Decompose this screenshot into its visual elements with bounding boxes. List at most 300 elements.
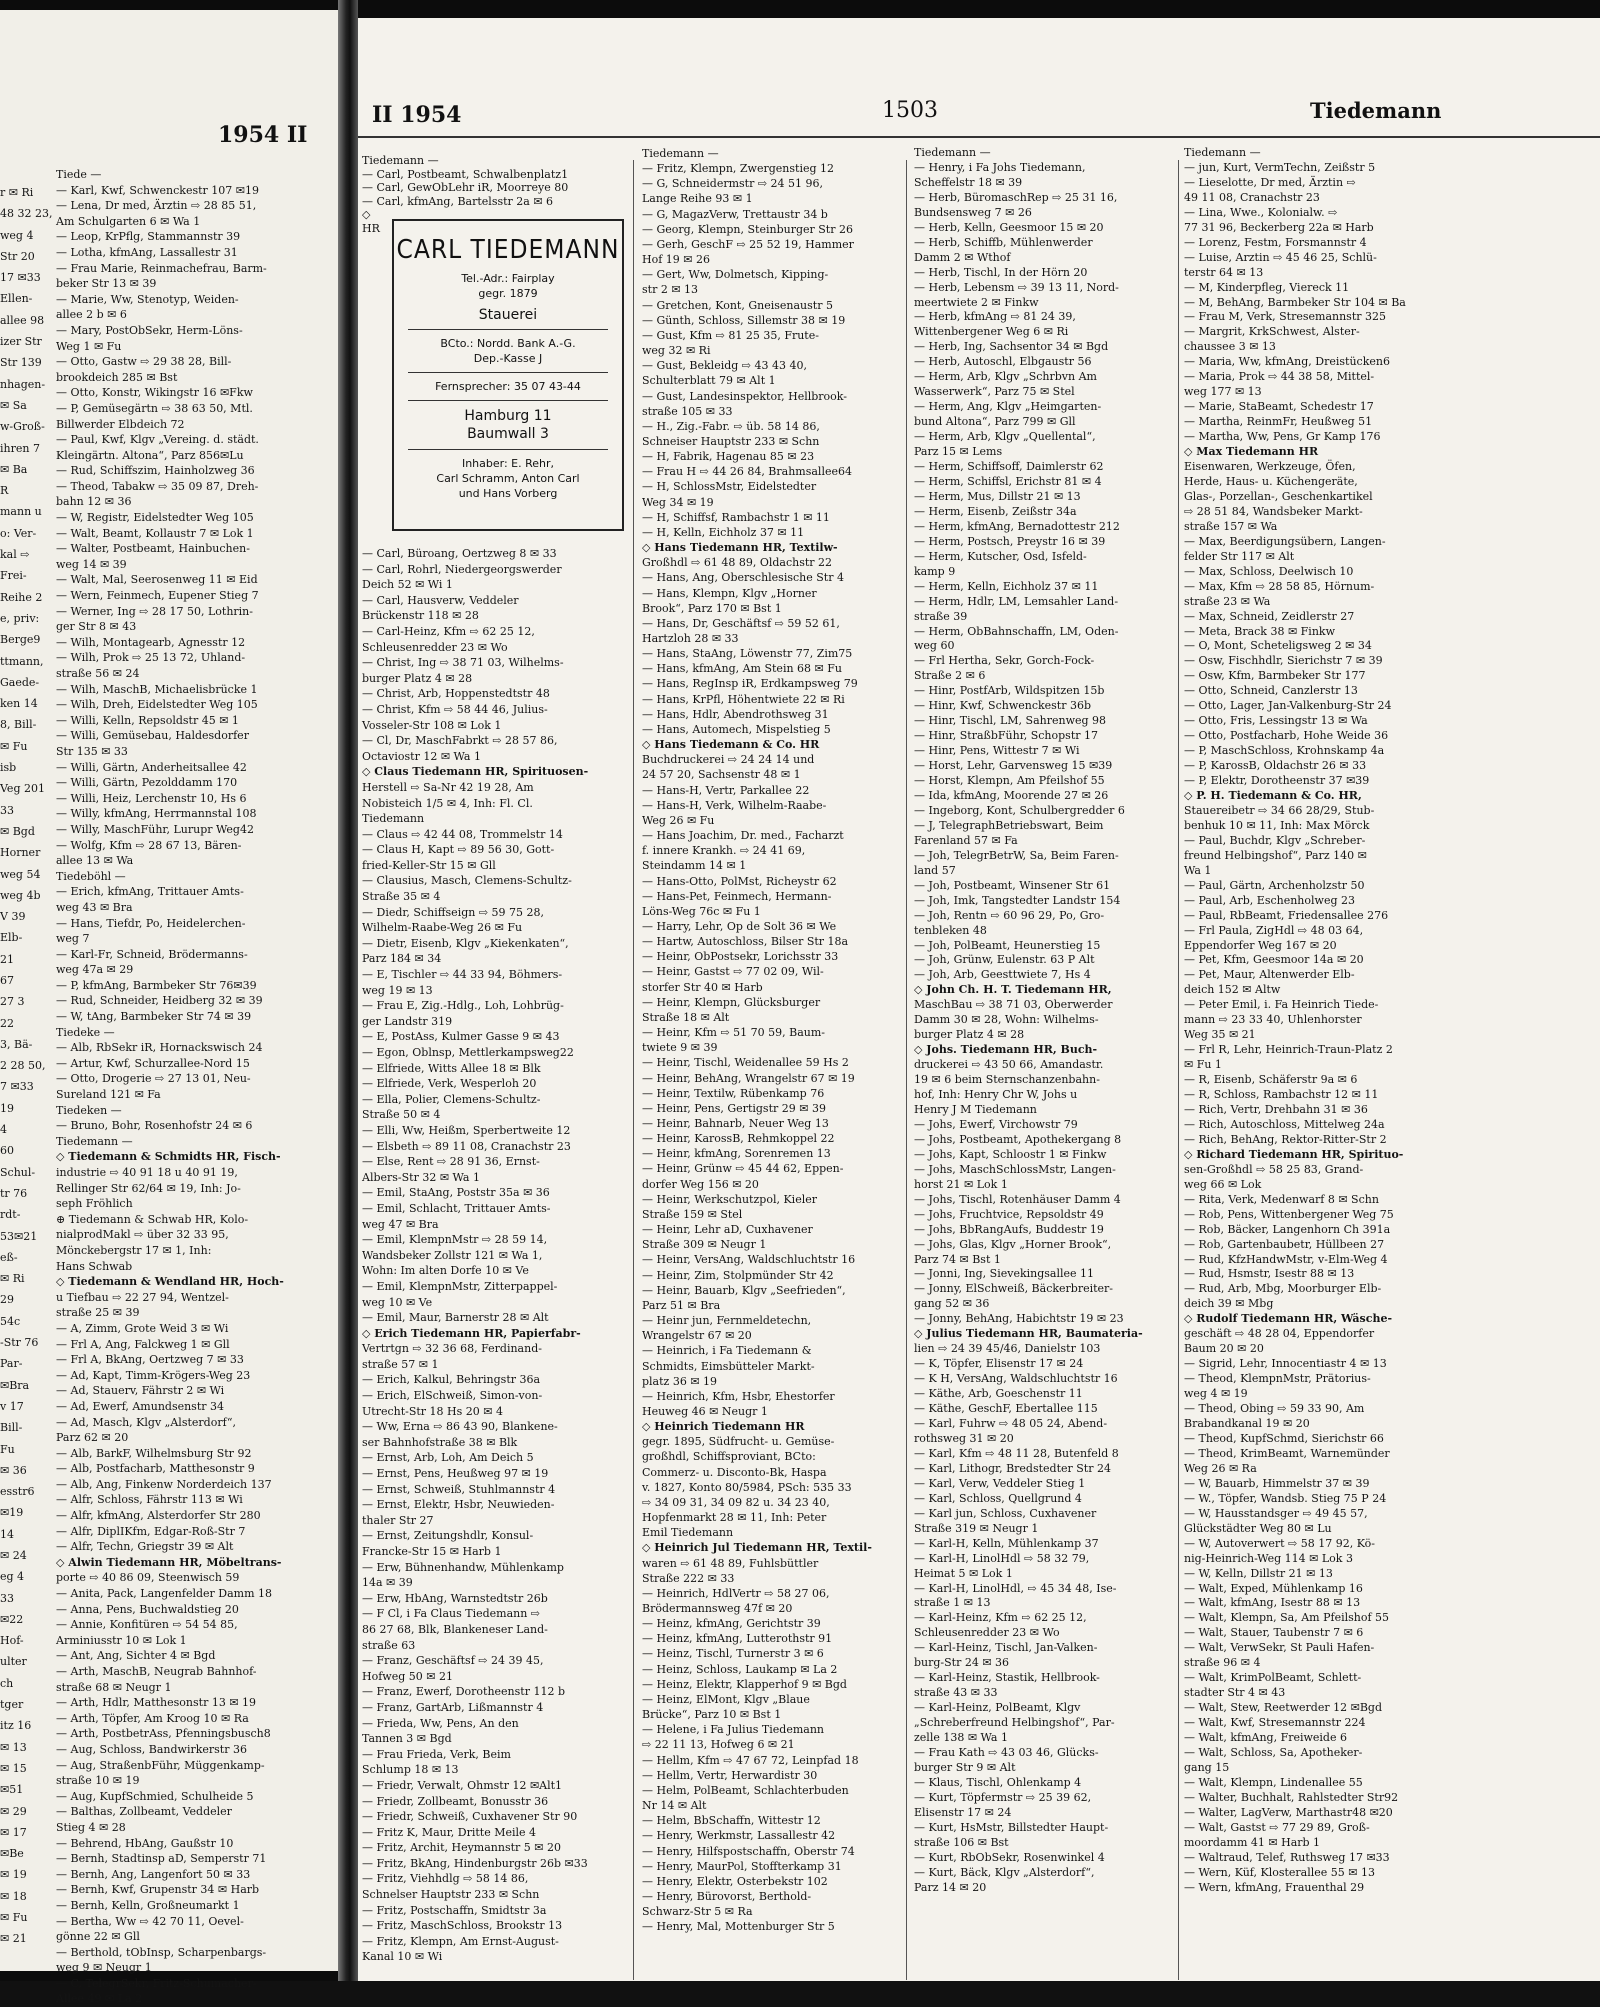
directory-entry-line: ◇ P. H. Tiedemann & Co. HR, (1184, 788, 1362, 802)
directory-entry-line: — Elsbeth ⇨ 89 11 08, Cranachstr 23 (362, 1139, 571, 1153)
directory-entry-line: — Wern, kfmAng, Frauenthal 29 (1184, 1880, 1365, 1894)
directory-entry-line: ✉ 24 (0, 1549, 27, 1562)
directory-entry-line: — Rud, Arb, Mbg, Moorburger Elb- (1184, 1282, 1382, 1296)
directory-entry-line: — Paul, Kwf, Klgv „Vereing. d. städt. (56, 433, 259, 447)
directory-entry-line: — Heinz, ElMont, Klgv „Blaue (642, 1692, 810, 1706)
directory-entry-line: — Willi, Heiz, Lerchenstr 10, Hs 6 (56, 791, 247, 805)
directory-entry-line: — Heinr, Lehr aD, Cuxhavener (642, 1223, 813, 1237)
directory-entry-line: — Johs, Ewerf, Virchowstr 79 (914, 1117, 1078, 1131)
directory-entry-line: Deich 52 ✉ Wi 1 (362, 578, 453, 592)
directory-entry-line: industrie ⇨ 40 91 18 u 40 91 19, (56, 1166, 238, 1179)
directory-entry-line: — W, Kelln, Dillstr 21 ✉ 13 (1184, 1566, 1333, 1580)
directory-entry-line: — H., Zig.-Fabr. ⇨ üb. 58 14 86, (642, 419, 820, 433)
directory-entry-line: — Rud, Schiffszim, Hainholzweg 36 (56, 464, 255, 478)
directory-entry-line: ◇ Alwin Tiedemann HR, Möbeltrans- (56, 1555, 282, 1569)
ad-trade: Stauerei (478, 307, 538, 323)
directory-entry-line: — Walt, kfmAng, Freiweide 6 (1184, 1731, 1347, 1745)
directory-entry-line: Buchdruckerei ⇨ 24 24 14 und (642, 753, 815, 767)
directory-entry-line: — Herb, Lebensm ⇨ 39 13 11, Nord- (914, 280, 1119, 294)
directory-entry-line: burg-Str 24 ✉ 36 (914, 1656, 1010, 1670)
right-page-header-left: II 1954 (372, 102, 462, 128)
directory-entry-line: — E, Tischler ⇨ 44 33 94, Böhmers- (362, 968, 563, 982)
directory-entry-line: weg 47a ✉ 29 (56, 963, 134, 977)
directory-entry-line: — Willi, Gärtn, Pezolddamm 170 (56, 776, 238, 790)
directory-entry-line: — Walter, LagVerw, Marthastr48 ✉20 (1184, 1805, 1393, 1819)
directory-entry-line: — Alfr, DiplIKfm, Edgar-Roß-Str 7 (56, 1524, 246, 1538)
directory-entry-line: — Heinr, Werkschutzpol, Kieler (642, 1192, 817, 1206)
directory-entry-line: — Heinz, kfmAng, Lutterothstr 91 (642, 1632, 833, 1646)
directory-entry-line: Weg 26 ✉ Fu (642, 813, 715, 827)
directory-entry-line: ✉ 18 (0, 1889, 27, 1903)
directory-entry-line: ◇ John Ch. H. T. Tiedemann HR, (914, 983, 1112, 997)
directory-entry-line: Straße 50 ✉ 4 (362, 1108, 441, 1122)
directory-entry-line: — Herb, BüromaschRep ⇨ 25 31 16, (914, 190, 1118, 204)
ad-founded: gegr. 1879 (478, 287, 538, 300)
directory-entry-line: Parz 184 ✉ 34 (362, 952, 442, 966)
directory-entry-line: straße 57 ✉ 1 (362, 1357, 439, 1371)
directory-entry-line: deich 39 ✉ Mbg (1184, 1297, 1274, 1311)
directory-entry-line: beker Str 13 ✉ 39 (56, 277, 157, 291)
directory-entry-line: burger Platz 4 ✉ 28 (362, 671, 473, 685)
directory-entry-line: gang 15 (1184, 1760, 1230, 1774)
directory-entry-line: — Rud, KfzHandwMstr, v-Elm-Weg 4 (1184, 1252, 1388, 1266)
directory-entry-line: ⇨ 22 11 13, Hofweg 6 ✉ 21 (642, 1738, 795, 1752)
directory-entry-line: — Heinr, Bauarb, Klgv „Seefrieden“, (642, 1283, 846, 1297)
directory-entry-line: 3, Bä- (0, 1037, 33, 1051)
directory-entry-line: benhuk 10 ✉ 11, Inh: Max Mörck (1184, 818, 1370, 832)
directory-entry-line: — Elli, Ww, Heißm, Sperbertweite 12 (362, 1123, 571, 1137)
directory-entry-line: straße 43 ✉ 33 (914, 1686, 998, 1700)
directory-entry-line: Veg 201 (0, 782, 45, 796)
directory-entry-line: v. 1827, Konto 80/5984, PSch: 535 33 (642, 1480, 852, 1494)
directory-entry-line: — Hans, Ang, Oberschlesische Str 4 (642, 571, 844, 585)
directory-entry-line: twiete 9 ✉ 39 (642, 1041, 718, 1055)
directory-entry-line: — Maria, Ww, kfmAng, Dreistücken6 (1184, 355, 1390, 369)
directory-entry-line: Str 135 ✉ 33 (56, 744, 128, 758)
directory-entry-line: straße 39 (914, 609, 968, 623)
directory-entry-line: — Franz, GartArb, Lißmannstr 4 (362, 1700, 544, 1714)
directory-entry-line: — Harry, Lehr, Op de Solt 36 ✉ We (642, 919, 837, 933)
directory-entry-line: ✉Be (0, 1847, 24, 1861)
directory-entry-line: — Werner, Ing ⇨ 28 17 50, Lothrin- (56, 604, 253, 618)
directory-entry-line: weg 19 ✉ 13 (362, 983, 433, 997)
directory-entry-line: Str 20 (0, 249, 35, 263)
directory-entry-line: rothsweg 31 ✉ 20 (914, 1431, 1014, 1445)
directory-entry-line: — Carl, Büroang, Oertzweg 8 ✉ 33 (362, 547, 557, 560)
directory-entry-line: — Karl-Fr, Schneid, Brödermanns- (56, 947, 248, 961)
directory-entry-line: straße 68 ✉ Neugr 1 (56, 1680, 172, 1694)
directory-entry-line: Großhdl ⇨ 61 48 89, Oldachstr 22 (642, 556, 833, 570)
directory-entry-line: ✉ 15 (0, 1761, 27, 1775)
directory-entry-line: — Ernst, Zeitungshdlr, Konsul- (362, 1529, 534, 1543)
directory-entry-line: lien ⇨ 24 39 45/46, Danielstr 103 (914, 1342, 1101, 1356)
directory-entry-line: — Herb, kfmAng ⇨ 81 24 39, (914, 310, 1076, 324)
directory-entry-line: Tiedemann — (642, 147, 719, 160)
directory-entry-line: — Henry, Elektr, Osterbekstr 102 (642, 1874, 828, 1888)
directory-entry-line: — Diedr, Schiffseign ⇨ 59 75 28, (362, 905, 545, 919)
directory-entry-line: Herde, Haus- u. Küchengeräte, (1184, 474, 1358, 488)
directory-entry-line: — Henry, MaurPol, Stoffterkamp 31 (642, 1859, 842, 1873)
directory-entry-line: Par- (0, 1357, 23, 1371)
directory-entry-line: — Alb, Postfacharb, Matthesonstr 9 (56, 1462, 255, 1476)
directory-entry-line: bund Altona“, Parz 799 ✉ Gll (914, 415, 1076, 429)
directory-entry-line: — Kurt, Bäck, Klgv „Alsterdorf“, (914, 1865, 1095, 1879)
directory-entry-line: — Heinr, Textilw, Rübenkamp 76 (642, 1086, 825, 1100)
directory-entry-line: — A, Zimm, Grote Weid 3 ✉ Wi (56, 1321, 229, 1335)
directory-entry-line: 7 ✉33 (0, 1080, 34, 1094)
directory-entry-line: Kanal 10 ✉ Wi (362, 1950, 443, 1964)
page-number: 1503 (882, 98, 938, 123)
directory-entry-line: — W, Autoverwert ⇨ 58 17 92, Kö- (1184, 1536, 1375, 1550)
directory-entry-line: — Heinz, Tischl, Turnerstr 3 ✉ 6 (642, 1647, 824, 1661)
directory-entry-line: — H, Fabrik, Hagenau 85 ✉ 23 (642, 450, 815, 464)
directory-entry-line: — Käthe, Arb, Goeschenstr 11 (914, 1387, 1083, 1401)
directory-entry-line: — Cl, Dr, MaschFabrkt ⇨ 28 57 86, (362, 734, 558, 748)
directory-entry-line: 8, Bill- (0, 718, 37, 732)
directory-entry-line: isb (0, 761, 17, 775)
directory-entry-line: Billwerder Elbdeich 72 (56, 417, 185, 431)
directory-entry-line: Parz 14 ✉ 20 (914, 1880, 987, 1894)
directory-entry-line: 4 (0, 1123, 7, 1137)
left-page-header: 1954 II (218, 122, 308, 148)
directory-entry-line: — Herm, kfmAng, Bernadottestr 212 (914, 519, 1120, 533)
directory-entry-line: ◇ Johs. Tiedemann HR, Buch- (914, 1043, 1098, 1057)
directory-entry-line: weg 43 ✉ Bra (56, 900, 133, 914)
directory-entry-line: e, priv: (0, 611, 40, 625)
directory-entry-line: — Max, Kfm ⇨ 28 58 85, Hörnum- (1184, 579, 1375, 593)
directory-entry-line: — Carl, Rohrl, Niedergeorgswerder (362, 562, 562, 576)
directory-entry-line: — Karl, Fuhrw ⇨ 48 05 24, Abend- (914, 1417, 1108, 1431)
directory-entry-line: — Emil, StaAng, Poststr 35a ✉ 36 (362, 1186, 550, 1200)
directory-entry-line: ◇ Heinrich Jul Tiedemann HR, Textil- (642, 1541, 872, 1555)
directory-entry-line: — Johs, Tischl, Rotenhäuser Damm 4 (914, 1192, 1121, 1206)
directory-entry-line: — Henry, Bürovorst, Berthold- (642, 1889, 812, 1903)
directory-entry-line: — Friedr, Schweiß, Cuxhavener Str 90 (362, 1810, 578, 1824)
directory-entry-line: Tiedemann — (362, 154, 439, 167)
directory-entry-line: — Ad, Stauerv, Fährstr 2 ✉ Wi (56, 1384, 225, 1398)
directory-entry-line: — Rob, Gartenbaubetr, Hüllbeen 27 (1184, 1237, 1385, 1251)
directory-entry-line: straße 10 ✉ 19 (56, 1774, 140, 1788)
directory-entry-line: Allee 49 ✉ La 2 (56, 1992, 143, 2006)
column-rule (1178, 160, 1179, 1980)
directory-entry-line: — Frau Marie, Reinmachefrau, Barm- (56, 261, 267, 275)
directory-entry-line: Wilhelm-Raabe-Weg 26 ✉ Fu (362, 921, 523, 935)
directory-entry-line: — Willy, kfmAng, Herrmannstal 108 (56, 807, 257, 821)
right-page (358, 18, 1600, 1981)
directory-entry-line: — Egon, Oblnsp, Mettlerkampsweg22 (362, 1046, 574, 1059)
directory-entry-line: chaussee 3 ✉ 13 (1184, 340, 1276, 354)
directory-entry-line: Hopfenmarkt 28 ✉ 11, Inh: Peter (642, 1511, 827, 1525)
directory-entry-line: ken 14 (0, 697, 38, 711)
directory-entry-line: — Balthas, Zollbeamt, Veddeler (56, 1805, 232, 1819)
directory-entry-line: — Emil, KlempnMstr ⇨ 28 59 14, (362, 1233, 548, 1247)
directory-entry-line: — Hartw, Autoschloss, Bilser Str 18a (642, 935, 849, 949)
directory-entry-line: gegr. 1895, Südfrucht- u. Gemüse- (642, 1435, 835, 1449)
directory-entry-line: — Max, Schneid, Zeidlerstr 27 (1184, 609, 1355, 623)
directory-entry-line: Francke-Str 15 ✉ Harb 1 (362, 1545, 502, 1558)
directory-entry-line: — Carl-Heinz, Kfm ⇨ 62 25 12, (362, 624, 535, 638)
left-page-cut-column (0, 182, 52, 1950)
directory-entry-line: ✉ 29 (0, 1804, 27, 1818)
directory-entry-line: — Fritz, Klempn, Zwergenstieg 12 (642, 162, 835, 176)
directory-entry-line: Tiedemann — (1184, 146, 1261, 159)
book-gutter (338, 0, 358, 1981)
directory-entry-line: — Frau E, Zig.-Hdlg., Loh, Lohbrüg- (362, 999, 564, 1013)
directory-entry-line: Wrangelstr 67 ✉ 20 (642, 1329, 752, 1343)
directory-entry-line: — Fritz, Klempn, Am Ernst-August- (362, 1934, 559, 1948)
directory-entry-line: Farenland 57 ✉ Fa (914, 833, 1018, 847)
directory-entry-line: — Heinr, BehAng, Wrangelstr 67 ✉ 19 (642, 1071, 855, 1085)
directory-entry-line: 49 11 08, Cranachstr 23 (1184, 190, 1320, 204)
directory-entry-line: — Frl R, Lehr, Heinrich-Traun-Platz 2 (1184, 1043, 1393, 1057)
ad-bank: BCto.: Nordd. Bank A.-G. (440, 337, 576, 350)
directory-entry-line: Damm 30 ✉ 28, Wohn: Wilhelms- (914, 1013, 1099, 1027)
directory-entry-line: Vosseler-Str 108 ✉ Lok 1 (362, 718, 502, 732)
directory-entry-line: — Max, Beerdigungsübern, Langen- (1184, 534, 1386, 548)
directory-entry-line: — P, MaschSchloss, Krohnskamp 4a (1184, 744, 1385, 758)
directory-entry-line: — M, BehAng, Barmbeker Str 104 ✉ Ba (1184, 295, 1406, 309)
ad-divider (408, 372, 608, 373)
directory-entry-line: Straße 35 ✉ 4 (362, 890, 441, 904)
directory-entry-line: ger Landstr 319 (362, 1014, 453, 1028)
directory-entry-line: — Henry, Hilfspostschaffn, Oberstr 74 (642, 1844, 855, 1858)
directory-entry-line: 14 (0, 1527, 14, 1541)
directory-entry-line: — Theod, KupfSchmd, Sierichstr 66 (1184, 1431, 1384, 1445)
ad-owners: Inhaber: E. Rehr, (461, 457, 555, 470)
directory-entry-line: Straße 319 ✉ Neugr 1 (914, 1521, 1039, 1535)
directory-entry-line: tenbleken 48 (914, 923, 987, 937)
directory-entry-line: 14a ✉ 39 (362, 1576, 413, 1590)
directory-entry-line: — Otto, Gastw ⇨ 29 38 28, Bill- (56, 355, 232, 369)
directory-entry-line: Hofweg 50 ✉ 21 (362, 1669, 453, 1683)
directory-entry-line: Eisenwaren, Werkzeuge, Öfen, (1184, 460, 1356, 474)
directory-entry-line: burger Platz 4 ✉ 28 (914, 1028, 1025, 1042)
directory-entry-line: — Clausius, Masch, Clemens-Schultz- (362, 874, 572, 888)
directory-entry-line: — M, Kinderpfleg, Viereck 11 (1184, 280, 1350, 294)
directory-entry-line: — Herm, ObBahnschaffn, LM, Oden- (914, 624, 1119, 638)
directory-entry-line: Brücke“, Parz 10 ✉ Bst 1 (642, 1708, 782, 1722)
directory-entry-line: ✉ Ri (0, 1272, 25, 1286)
directory-entry-line: — Herm, Postsch, Preystr 16 ✉ 39 (914, 534, 1106, 548)
directory-entry-line: Scheffelstr 18 ✉ 39 (914, 175, 1023, 189)
directory-entry-line: — Walt, Exped, Mühlenkamp 16 (1184, 1581, 1363, 1595)
directory-entry-line: Weg 34 ✉ 19 (642, 495, 714, 509)
ad-telegram-address: Tel.-Adr.: Fairplay (461, 272, 555, 285)
directory-entry-line: — Lina, Wwe., Kolonialw. ⇨ (1184, 205, 1338, 219)
directory-entry-line: — Frau Frieda, Verk, Beim (362, 1747, 511, 1761)
directory-entry-line: — Hans Joachim, Dr. med., Facharzt (642, 829, 844, 843)
directory-entry-line: — Hans-Pet, Feinmech, Hermann- (642, 889, 832, 903)
directory-entry-line: — Fritz, Archit, Heymannstr 5 ✉ 20 (362, 1841, 561, 1855)
directory-entry-line: — Herm, Arb, Klgv „Quellental“, (914, 430, 1096, 444)
directory-entry-line: — Hans, RegInsp iR, Erdkampsweg 79 (642, 677, 858, 691)
directory-entry-line: ✉19 (0, 1506, 24, 1520)
directory-entry-line: Eppendorfer Weg 167 ✉ 20 (1184, 938, 1337, 952)
directory-entry-line: ◇ Tiedemann & Wendland HR, Hoch- (56, 1275, 284, 1289)
directory-entry-line: ✉ Ba (0, 462, 28, 476)
ad-divider (408, 400, 608, 401)
directory-entry-line: — Walt, Gastst ⇨ 77 29 89, Groß- (1184, 1820, 1370, 1834)
directory-entry-line: — Heinr, ObPostsekr, Lorichsstr 33 (642, 950, 839, 964)
directory-entry-line: ⊕ Tiedemann & Schwab HR, Kolo- (56, 1212, 249, 1226)
directory-entry-line: — Joh, Grünw, Eulenstr. 63 P Alt (914, 953, 1095, 967)
directory-entry-line: ✉ Fu 1 (1184, 1058, 1222, 1072)
directory-entry-line: — Martha, Ww, Pens, Gr Kamp 176 (1184, 430, 1381, 444)
directory-entry-line: o: Ver- (0, 526, 37, 540)
directory-entry-line: — Rob, Pens, Wittenbergener Weg 75 (1184, 1207, 1394, 1221)
directory-entry-line: — Walt, KrimPolBeamt, Schlett- (1184, 1671, 1362, 1685)
directory-entry-line: Brödermannsweg 47f ✉ 20 (642, 1602, 793, 1615)
directory-entry-line: Wa 1 (1184, 863, 1212, 877)
directory-entry-line: — Karl, Verw, Veddeler Stieg 1 (914, 1476, 1086, 1490)
directory-entry-line: — Joh, Imk, Tangstedter Landstr 154 (914, 893, 1121, 907)
directory-entry-line: Wittenbergener Weg 6 ✉ Ri (914, 325, 1069, 339)
directory-entry-line: — W., Töpfer, Wandsb. Stieg 75 P 24 (1184, 1491, 1387, 1505)
directory-entry-line: weg 32 ✉ Ri (642, 344, 711, 358)
directory-entry-line: — Elfriede, Witts Allee 18 ✉ Blk (362, 1061, 541, 1075)
directory-entry-line: allee 98 (0, 313, 45, 327)
directory-entry-line: — Gust, Landesinspektor, Hellbrook- (642, 389, 847, 403)
directory-entry-line: weg 54 (0, 867, 41, 881)
directory-entry-line: f. innere Krankh. ⇨ 24 41 69, (642, 844, 806, 858)
directory-entry-line: — Joh, Rentn ⇨ 60 96 29, Po, Gro- (914, 908, 1105, 922)
directory-entry-line: kal ⇨ (0, 548, 30, 562)
directory-entry-line: — Paul, Arb, Eschenholweg 23 (1184, 893, 1355, 907)
directory-entry-line: — Artur, Kwf, Schurzallee-Nord 15 (56, 1056, 250, 1070)
column-3 (914, 146, 1176, 1896)
directory-entry-line: — Walt, Stew, Reetwerder 12 ✉Bgd (1184, 1701, 1382, 1715)
directory-entry-line: tr 76 (0, 1186, 28, 1200)
directory-entry-line: Commerz- u. Disconto-Bk, Haspa (642, 1465, 827, 1479)
directory-entry-line: — C, TelegrSekr, Fritz-Schumacher- (56, 1976, 257, 1990)
directory-entry-line: meertwiete 2 ✉ Finkw (914, 295, 1039, 309)
directory-entry-line: — Joh, Postbeamt, Winsener Str 61 (914, 878, 1111, 892)
directory-entry-line: ✉51 (0, 1783, 24, 1797)
directory-entry-line: — jun, Kurt, VermTechn, Zeißstr 5 (1184, 160, 1376, 174)
directory-entry-line: — Herb, Tischl, In der Hörn 20 (914, 265, 1088, 279)
directory-entry-line: — Heinz, kfmAng, Gerichtstr 39 (642, 1617, 821, 1631)
directory-entry-line: zelle 138 ✉ Wa 1 (914, 1731, 1008, 1745)
directory-entry-line: Baum 20 ✉ 20 (1184, 1342, 1264, 1356)
directory-entry-line: — Herm, Arb, Klgv „Schrbvn Am (914, 370, 1097, 384)
directory-entry-line: — Karl-Heinz, Tischl, Jan-Valken- (914, 1641, 1098, 1655)
directory-entry-line: Parz 62 ✉ 20 (56, 1431, 129, 1445)
directory-entry-line: — H, SchlossMstr, Eidelstedter (642, 480, 817, 494)
directory-entry-line: Hof 19 ✉ 26 (642, 253, 710, 267)
directory-entry-line: Heuweg 46 ✉ Neugr 1 (642, 1404, 768, 1418)
directory-entry-line: — Claus H, Kapt ⇨ 89 56 30, Gott- (362, 843, 555, 857)
directory-entry-line: — Lorenz, Festm, Forsmannstr 4 (1184, 235, 1367, 249)
directory-entry-line: — Karl, Lithogr, Bredstedter Str 24 (914, 1461, 1111, 1475)
directory-entry-line: — Frl Paula, ZigHdl ⇨ 48 03 64, (1184, 923, 1364, 937)
directory-entry-line: — Otto, Lager, Jan-Valkenburg-Str 24 (1184, 699, 1392, 713)
directory-entry-line: — Lotha, kfmAng, Lassallestr 31 (56, 245, 238, 259)
directory-entry-line: — Behrend, HbAng, Gaußstr 10 (56, 1836, 234, 1850)
directory-entry-line: — Anna, Pens, Buchwaldstieg 20 (56, 1602, 239, 1616)
directory-entry-line: — Heinrich, Kfm, Hsbr, Ehestorfer (642, 1389, 835, 1403)
directory-entry-line: land 57 (914, 863, 956, 877)
directory-entry-line: — Erw, Bühnenhandw, Mühlenkamp (362, 1560, 564, 1574)
directory-entry-line: — Walter, Buchhalt, Rahlstedter Str92 (1184, 1790, 1399, 1804)
ad-company-name: CARL TIEDEMANN (396, 235, 620, 265)
directory-entry-line: — Friedr, Zollbeamt, Bonusstr 36 (362, 1794, 549, 1808)
directory-entry-line: ◇ Max Tiedemann HR (1184, 445, 1319, 459)
directory-entry-line: — Waltraud, Telef, Ruthsweg 17 ✉33 (1184, 1850, 1390, 1864)
directory-entry-line: — Arth, Hdlr, Matthesonstr 13 ✉ 19 (56, 1696, 257, 1710)
directory-entry-line: r ✉ Ri (0, 186, 34, 199)
directory-entry-line: — Carl, kfmAng, Bartelsstr 2a ✉ 6 (362, 194, 554, 208)
directory-entry-line: gang 52 ✉ 36 (914, 1297, 990, 1311)
directory-entry-line: dorfer Weg 156 ✉ 20 (642, 1177, 759, 1191)
directory-entry-line: porte ⇨ 40 86 09, Steenwisch 59 (56, 1571, 240, 1585)
directory-entry-line: — Ww, Erna ⇨ 86 43 90, Blankene- (362, 1420, 558, 1434)
directory-entry-line: Sureland 121 ✉ Fa (56, 1088, 161, 1102)
directory-entry-line: — Fritz, Viehhdlg ⇨ 58 14 86, (362, 1872, 529, 1886)
directory-entry-line: weg 9 ✉ Neugr 1 (56, 1961, 152, 1975)
directory-entry-line: — Fritz, Postschaffn, Smidtstr 3a (362, 1903, 547, 1917)
directory-entry-line: straße 23 ✉ Wa (1184, 594, 1271, 608)
directory-entry-line: Parz 51 ✉ Bra (642, 1298, 721, 1312)
directory-entry-line: 21 (0, 952, 14, 966)
directory-entry-line: — Gerh, GeschF ⇨ 25 52 19, Hammer (642, 237, 854, 251)
directory-entry-line: Heimat 5 ✉ Lok 1 (914, 1566, 1013, 1580)
directory-entry-line: — Frl Hertha, Sekr, Gorch-Fock- (914, 654, 1095, 668)
directory-entry-line: — Walt, Schloss, Sa, Apotheker- (1184, 1745, 1363, 1759)
directory-entry-line: Tiede — (56, 168, 102, 181)
directory-entry-line: Str 139 (0, 356, 42, 370)
directory-entry-line: — Alb, BarkF, Wilhelmsburg Str 92 (56, 1446, 252, 1460)
directory-entry-line: allee 13 ✉ Wa (56, 854, 134, 868)
directory-entry-line: weg 7 (56, 932, 90, 946)
directory-entry-line: ttmann, (0, 654, 44, 668)
directory-entry-line: — Joh, PolBeamt, Heunerstieg 15 (914, 938, 1101, 952)
directory-entry-line: — Otto, Konstr, Wikingstr 16 ✉Fkw (56, 386, 253, 400)
directory-entry-line: Straße 2 ✉ 6 (914, 669, 986, 683)
directory-entry-line: — Rich, Autoschloss, Mittelweg 24a (1184, 1117, 1385, 1131)
directory-entry-line: straße 1 ✉ 13 (914, 1596, 991, 1610)
directory-entry-line: — Fritz K, Maur, Dritte Meile 4 (362, 1825, 537, 1839)
directory-entry-line: — F Cl, i Fa Claus Tiedemann ⇨ (362, 1607, 541, 1621)
directory-entry-line: v 17 (0, 1399, 24, 1413)
directory-entry-line: — Friedr, Verwalt, Ohmstr 12 ✉Alt1 (362, 1778, 563, 1792)
directory-entry-line: R (0, 484, 9, 498)
directory-entry-line: — Berthold, tObInsp, Scharpenbargs- (56, 1945, 267, 1959)
directory-entry-line: weg 4 (0, 228, 34, 242)
directory-entry-line: 53✉21 (0, 1229, 38, 1243)
directory-entry-line: — Hinr, StraßbFühr, Schopstr 17 (914, 729, 1099, 743)
directory-entry-line: — Helene, i Fa Julius Tiedemann (642, 1723, 824, 1737)
directory-entry-line: ihren 7 (0, 441, 40, 455)
directory-entry-line: — Marie, Ww, Stenotyp, Weiden- (56, 292, 239, 306)
directory-entry-line: Nr 14 ✉ Alt (642, 1799, 707, 1813)
directory-entry-line: — Bruno, Bohr, Rosenhofstr 24 ✉ 6 (56, 1119, 253, 1133)
directory-entry-line: — Arth, Töpfer, Am Kroog 10 ✉ Ra (56, 1711, 249, 1725)
directory-entry-line: — Heinr, VersAng, Waldschluchtstr 16 (642, 1253, 856, 1267)
directory-entry-line: Rellinger Str 62/64 ✉ 19, Inh: Jo- (56, 1181, 241, 1195)
directory-entry-line: — Herm, Mus, Dillstr 21 ✉ 13 (914, 489, 1081, 503)
directory-entry-line: — Günth, Schloss, Sillemstr 38 ✉ 19 (642, 313, 846, 327)
directory-entry-line: — Rud, Hsmstr, Isestr 88 ✉ 13 (1184, 1267, 1355, 1281)
directory-entry-line: Tiedemann (362, 812, 425, 826)
directory-entry-line: Albers-Str 32 ✉ Wa 1 (362, 1170, 480, 1184)
ad-city: Hamburg 11 (464, 408, 552, 424)
directory-entry-line: Emil Tiedemann (642, 1526, 734, 1540)
directory-entry-line: V 39 (0, 910, 26, 924)
directory-entry-line: ✉Bra (0, 1378, 30, 1392)
directory-entry-line: Mönckebergstr 17 ✉ 1, Inh: (56, 1243, 212, 1257)
directory-entry-line: ✉ 36 (0, 1463, 27, 1477)
directory-entry-line: Weg 35 ✉ 21 (1184, 1028, 1256, 1042)
